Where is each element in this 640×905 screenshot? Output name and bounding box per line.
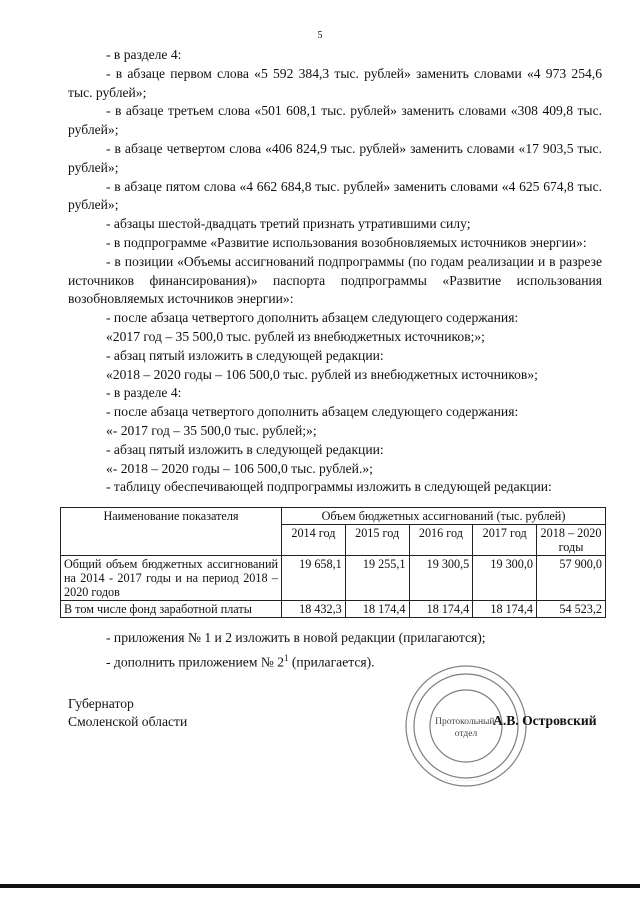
header-budget: Объем бюджетных ассигнований (тыс. рублей) <box>282 508 606 525</box>
paragraph: - в абзаце первом слова «5 592 384,3 тыс. рублей» заменить словами «4 973 254,6 тыс. рублей»; <box>68 65 602 100</box>
paragraph: - таблицу обеспечивающей подпрограммы изложить в следующей редакции: <box>106 479 552 495</box>
cell-value: 19 658,1 <box>282 556 346 601</box>
cell-value: 18 432,3 <box>282 601 346 618</box>
header-indicator: Наименование показателя <box>61 508 282 556</box>
row-label: В том числе фонд заработной платы <box>61 601 282 618</box>
instruction-line: - дополнить приложением № $2^1$ (прилагается). <box>106 653 375 670</box>
paragraph: - абзац пятый изложить в следующей редакции: <box>106 441 384 457</box>
paragraph: - абзацы шестой-двадцать третий признать утратившими силу; <box>106 216 471 232</box>
paragraph: «2017 год – 35 500,0 тыс. рублей из внебюджетных источников;»; <box>106 328 485 344</box>
table-row <box>61 556 606 601</box>
paragraph: - в разделе 4: <box>106 47 182 62</box>
signer-name: А.В. Островский <box>493 713 597 728</box>
document-body <box>68 46 602 497</box>
cell-value: 18 174,4 <box>409 601 473 618</box>
footer-rule <box>0 884 640 888</box>
year-header: 2017 год <box>473 525 537 556</box>
year-header: 2016 год <box>409 525 473 556</box>
page-number: 5 <box>317 30 323 41</box>
cell-value: 54 523,2 <box>537 601 606 618</box>
table-header-row <box>61 508 606 525</box>
paragraph: «- 2018 – 2020 годы – 106 500,0 тыс. рублей.»; <box>106 460 373 476</box>
signer-title-line: Губернатор <box>68 696 134 711</box>
paragraph: - в абзаце третьем слова «501 608,1 тыс. рублей» заменить словами «308 409,8 тыс. рублей»; <box>68 103 602 138</box>
cell-value: 57 900,0 <box>537 556 606 601</box>
year-header: 2014 год <box>282 525 346 556</box>
year-header: 2015 год <box>345 525 409 556</box>
row-label: Общий объем бюджетных ассигнований на 2014 - 2017 годы и на период 2018 – 2020 годов <box>61 556 282 601</box>
stamp-label: Протокольный отдел <box>435 717 495 739</box>
cell-value: 18 174,4 <box>345 601 409 618</box>
signer-title <box>68 695 187 731</box>
paragraph: - после абзаца четвертого дополнить абзацем следующего содержания: <box>106 404 519 420</box>
paragraph: - абзац пятый изложить в следующей редакции: <box>106 347 384 363</box>
paragraph: - в позиции «Объемы ассигнований подпрограммы (по годам реализации и в разрезе источников финансирования)» паспорта подпрограммы «Развитие использования возобновляемых источников энергии»: <box>68 253 602 307</box>
cell-value: 19 255,1 <box>345 556 409 601</box>
budget-table <box>60 507 606 618</box>
paragraph: «- 2017 год – 35 500,0 тыс. рублей;»; <box>106 422 317 438</box>
cell-value: 19 300,5 <box>409 556 473 601</box>
cell-value: 18 174,4 <box>473 601 537 618</box>
paragraph: «2018 – 2020 годы – 106 500,0 тыс. рублей из внебюджетных источников»; <box>106 366 538 382</box>
instruction-line: - приложения № 1 и 2 изложить в новой редакции (прилагаются); <box>106 630 486 645</box>
svg-text:· · · · · · · · · · · · ·: · · · · · · · · · · · · · <box>446 778 486 784</box>
table-row <box>61 601 606 618</box>
signer-title-line: Смоленской области <box>68 714 188 729</box>
paragraph: - в разделе 4: <box>106 385 182 401</box>
paragraph: - в подпрограмме «Развитие использования возобновляемых источников энергии»: <box>106 234 587 250</box>
cell-value: 19 300,0 <box>473 556 537 601</box>
year-header: 2018 – 2020 годы <box>537 525 606 556</box>
paragraph: - в абзаце четвертом слова «406 824,9 тыс. рублей» заменить словами «17 903,5 тыс. рублей»; <box>68 140 602 175</box>
paragraph: - после абзаца четвертого дополнить абзацем следующего содержания: <box>106 310 519 326</box>
svg-text:· · · · · · · · · · · · ·: · · · · · · · · · · · · · <box>446 672 486 678</box>
paragraph: - в абзаце пятом слова «4 662 684,8 тыс. рублей» заменить словами «4 625 674,8 тыс. рублей»; <box>68 178 602 213</box>
